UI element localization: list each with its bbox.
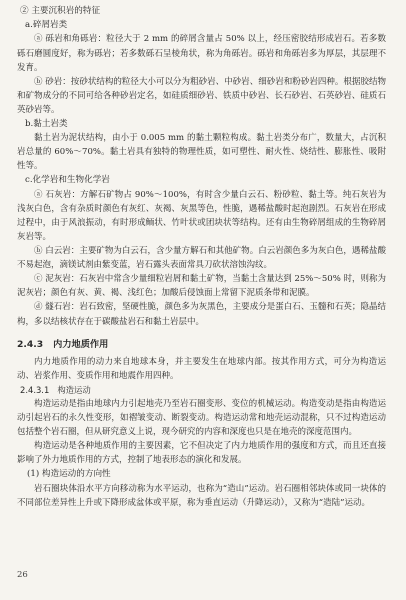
subsection-number: 2.4.3.1 (20, 384, 50, 395)
paragraph-intro: 内力地质作用的动力来自地球本身，并主要发生在地球内部。按其作用方式，可分为构造运动、岩浆作用、变质作用和地震作用四种。 (17, 356, 386, 381)
section-title: 内力地质作用 (53, 338, 109, 350)
subsection-title: 构造运动 (57, 384, 91, 395)
heading-chemical-rocks: c.化学岩和生物化学岩 (25, 175, 110, 186)
paragraph-chert: ⓓ 燧石岩：岩石致密，坚硬性脆，颜色多为灰黑色，主要成分是蛋白石、玉髓和石英；隐晶结构，多以结核状存在于碳酸盐岩石和黏土岩层中。 (17, 302, 386, 327)
page-number: 26 (17, 570, 28, 580)
subsection-heading (17, 383, 386, 397)
section-heading (17, 338, 386, 352)
heading-sedimentary-rocks: ② 主要沉积岩的特征 (20, 6, 101, 16)
paragraph-clay-rock: 黏土岩为泥状结构，由小于 0.005 mm 的黏土颗粒构成。黏土岩类分布广，数量大，占沉积岩总量的 60%～70%。黏土岩具有独特的物理性质，如可塑性、耐火性、烧结性、膨胀性、吸附性等。 (17, 133, 386, 172)
paragraph-dolomite: ⓑ 白云岩：主要矿物为白云石，含少量方解石和其他矿物。白云岩颜色多为灰白色，遇稀盐酸不易起泡，滴镁试剂由紫变蓝，岩石露头表面常具刀砍状溶蚀沟纹。 (17, 246, 386, 271)
section-number: 2.4.3 (17, 338, 44, 350)
paragraph-tectonic-2: 构造运动是各种地质作用的主要因素，它不但决定了内力地质作用的强度和方式，而且还直接影响了外力地质作用的方式，控制了地表形态的演化和发展。 (17, 441, 386, 466)
heading-clastic-rocks: a.碎屑岩类 (25, 20, 68, 31)
paragraph-tectonic-1: 构造运动是指由地球内力引起地壳乃至岩石圈变形、变位的机械运动。构造变动是指由构造运动引起岩石的永久性变形，如褶皱变动、断裂变动。构造运动常和地壳运动混称，只不过构造运动包括整个岩石圈，但从研究意义上说，现今研究的内容和深度也只是在地壳的深度范围内。 (17, 398, 386, 438)
paragraph-limestone: ⓐ 石灰岩：方解石矿物占 90%～100%，有时含少量白云石、粉砂粒、黏土等。纯石灰岩为浅灰白色，含有杂质时颜色有灰红、灰褐、灰黑等色，性脆，遇稀盐酸时起泡剧烈。石灰岩在形成过程中，由于风浪振动，有时形成鲕状、竹叶状或团块状等结构。还有由生物碎屑组成的生物碎屑灰岩等。 (17, 189, 386, 242)
paragraph-sandstone: ⓑ 砂岩：按砂状结构的粒径大小可以分为粗砂岩、中砂岩、细砂岩和粉砂岩四种。根据胶结物和矿物成分的不同可给各种砂岩定名，如硅质细砂岩、铁质中砂岩、长石砂岩、石英砂岩、硅质石英砂岩等。 (17, 76, 386, 115)
heading-clay-rocks: b.黏土岩类 (25, 118, 68, 129)
paragraph-conglomerate: ⓐ 砾岩和角砾岩：粒径大于 2 mm 的碎屑含量占 50% 以上，经压密胶结形成岩石。若多数砾石磨圆度好，称为砾岩；若多数砾石呈棱角状，称为角砾岩。砾岩和角砾岩多为厚层，其层理不发育。 (17, 34, 386, 73)
sub-heading-direction: (1) 构造运动的方向性 (27, 469, 111, 480)
paragraph-direction: 岩石圈块体沿水平方向移动称为水平运动，也称为“造山”运动。岩石圈相邻块体或同一块体的不同部位差异性上升或下降形成盆体或平原，称为垂直运动（升降运动），又称为“造陆”运动。 (17, 483, 386, 508)
paragraph-marl: ⓒ 泥灰岩：石灰岩中常含少量细粒岩屑和黏土矿物，当黏土含量达到 25%～50% 时，则称为泥灰岩；颜色有灰、黄、褐、浅红色；加酸后侵蚀面上常留下泥质条带和泥膜。 (17, 274, 386, 299)
